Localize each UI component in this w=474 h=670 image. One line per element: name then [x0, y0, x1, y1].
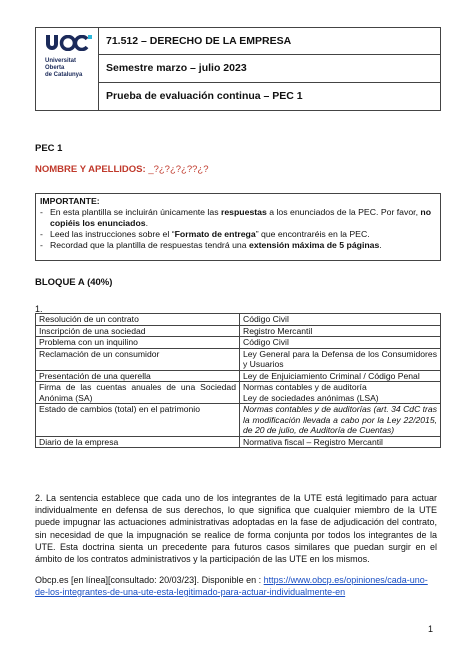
table-cell: Normas contables y de auditorías (art. 34 CdC tras la modificación llevada a cabo por la Ley 22/2015, de 20 de julio, de Auditoría de Cuentas) — [240, 404, 441, 437]
important-title: IMPORTANTE: — [40, 196, 100, 206]
table-cell: Ley General para la Defensa de los Consumidores y Usuarios — [240, 348, 441, 370]
table-cell: Registro Mercantil — [240, 325, 441, 337]
student-name-label: NOMBRE Y APELLIDOS: — [35, 164, 149, 175]
important-item: - Recordad que la plantilla de respuestas tendrá una extensión máxima de 5 páginas. — [40, 240, 382, 250]
table-cell: Problema con un inquilino — [36, 337, 240, 349]
table-cell: Reclamación de un consumidor — [36, 348, 240, 370]
table-cell: Código Civil — [240, 337, 441, 349]
table-row — [36, 325, 441, 337]
question-2-answer: 2. La sentencia establece que cada uno de los integrantes de la UTE está legitimado para actuar individualmente en defensa de sus derechos, lo que significa que cualquier miembro de la UTE puede impugnar las actuaciones administrativas adoptadas en la fase de adjudicación del contrato, sin necesidad de que la impugnación se realice de forma conjunta por todos los integrantes de la UTE. Esta doctrina sienta un precedente para futuros casos similares que puedan surgir en el ámbito de los contratos administrativos y la participación de las UTE en los mismos. — [35, 493, 437, 565]
table-cell: Diario de la empresa — [36, 436, 240, 448]
table-row — [36, 436, 441, 448]
table-cell: Normativa fiscal – Registro Mercantil — [240, 436, 441, 448]
assessment-title: Prueba de evaluación continua – PEC 1 — [106, 90, 303, 102]
student-name-value: _?¿?¿?¿??¿? — [148, 164, 209, 175]
table-row — [36, 382, 441, 404]
citation-link[interactable]: https://www.obcp.es/opiniones/cada-uno-de-los-integrantes-de-una-ute-esta-legitimado-para-actuar-individualmente-en — [35, 575, 428, 597]
important-box — [35, 193, 441, 261]
header-row-assessment — [98, 83, 440, 110]
table-cell: Presentación de una querella — [36, 370, 240, 382]
uoc-logo — [36, 28, 99, 110]
table-row — [36, 337, 441, 349]
logo-text-line3: de Catalunya — [45, 72, 83, 78]
bloque-heading: BLOQUE A (40%) — [35, 277, 113, 288]
question-1-number: 1. — [35, 304, 43, 314]
table-cell: Normas contables y de auditoría Ley de sociedades anónimas (LSA) — [240, 382, 441, 404]
course-title: 71.512 – DERECHO DE LA EMPRESA — [106, 35, 292, 47]
table-cell: Resolución de un contrato — [36, 314, 240, 326]
table-row — [36, 348, 441, 370]
citation-text: Obcp.es [en línea][consultado: 20/03/23]. Disponible en : — [35, 575, 264, 585]
page-number: 1 — [428, 624, 434, 634]
header-row-semester — [98, 55, 440, 83]
table-row — [36, 370, 441, 382]
logo-text-line2: Oberta — [45, 65, 65, 71]
logo-text-line1: Universitat — [45, 58, 77, 64]
table-cell: Ley de Enjuiciamiento Criminal / Código Penal — [240, 370, 441, 382]
answer-table — [35, 313, 441, 448]
semester-label: Semestre marzo – julio 2023 — [106, 62, 247, 74]
important-item: - Leed las instrucciones sobre el “Formato de entrega” que encontraréis en la PEC. — [40, 229, 370, 239]
table-cell: Inscripción de una sociedad — [36, 325, 240, 337]
important-item: - En esta plantilla se incluirán únicamente las respuestas a los enunciados de la PEC. Por favor, no copiéis los enunciados. — [40, 207, 432, 228]
header-box — [35, 27, 441, 111]
student-name-line — [35, 164, 209, 175]
table-row — [36, 404, 441, 437]
uoc-logo-mark — [45, 35, 93, 51]
table-cell: Firma de las cuentas anuales de una Sociedad Anónima (SA) — [36, 382, 240, 404]
header-row-course — [98, 28, 440, 55]
pec-heading: PEC 1 — [35, 143, 63, 154]
table-row — [36, 314, 441, 326]
table-cell: Estado de cambios (total) en el patrimonio — [36, 404, 240, 437]
table-cell: Código Civil — [240, 314, 441, 326]
citation — [35, 574, 437, 598]
